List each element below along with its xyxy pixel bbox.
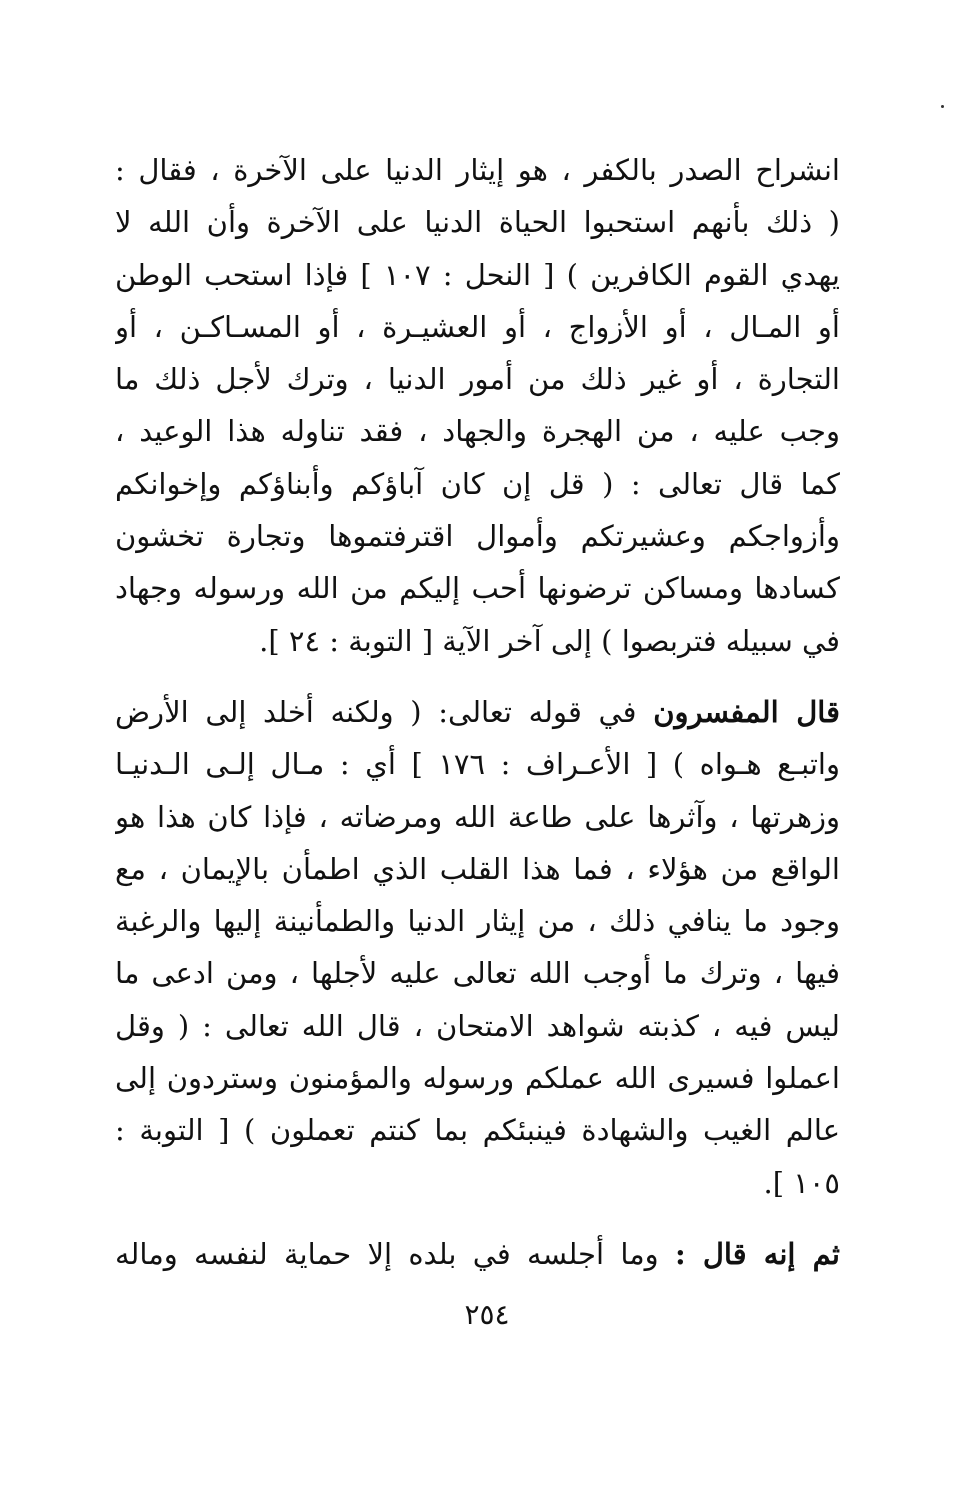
- text-line: عالم الغيب والشهادة فينبئكم بما كنتم تعملون ) [ التوبة :: [115, 1113, 840, 1148]
- text-line-rest: وما أجلسه في بلده إلا حماية لنفسه وماله: [115, 1237, 675, 1271]
- text-line: ( ذلك بأنهم استحبوا الحياة الدنيا على الآخرة وأن الله لا: [115, 205, 840, 240]
- text-line: ١٠٥ ].: [763, 1165, 840, 1200]
- text-line: وجود ما ينافي ذلك ، من إيثار الدنيا والطمأنينة إليها والرغبة: [115, 904, 840, 939]
- text-line: كما قال تعالى : ( قل إن كان آباؤكم وأبناؤكم وإخوانكم: [115, 466, 840, 501]
- paragraph-1: [115, 144, 840, 667]
- text-line: ليس فيه ، كذبته شواهد الامتحان ، قال الله تعالى : ( وقل: [115, 1008, 840, 1043]
- text-line: انشراح الصدر بالكفر ، هو إيثار الدنيا على الآخرة ، فقال :: [115, 153, 840, 187]
- text-line-rest: في قوله تعالى: ( ولكنه أخلد إلى الأرض: [115, 695, 654, 729]
- text-line: اعملوا فسيرى الله عملكم ورسوله والمؤمنون وستردون إلى: [115, 1061, 840, 1096]
- text-line: [115, 686, 840, 738]
- text-line: وزهرتها ، وآثرها على طاعة الله ومرضاته ، فإذا كان هذا هو: [115, 799, 840, 834]
- paragraph-3: [115, 1228, 840, 1280]
- paragraph-lead: قال المفسرون: [653, 695, 840, 729]
- text-line: واتبـع هـواه ) [ الأعـراف : ١٧٦ ] أي : مـال إلـى الـدنيـا: [115, 747, 840, 782]
- text-line: كسادها ومساكن ترضونها أحب إليكم من الله ورسوله وجهاد: [115, 571, 840, 606]
- text-line: يهدي القوم الكافرين ) [ النحل : ١٠٧ ] فإذا استحب الوطن: [115, 257, 840, 292]
- text-line: وأزواجكم وعشيرتكم وأموال اقترفتموها وتجارة تخشون: [115, 519, 840, 554]
- paragraph-lead: ثم إنه قال :: [674, 1237, 840, 1271]
- text-line: في سبيله فتربصوا ) إلى آخر الآية [ التوبة : ٢٤ ].: [259, 623, 840, 658]
- text-line: [115, 1228, 840, 1280]
- scan-speck: [941, 105, 944, 108]
- paragraph-2: [115, 686, 840, 1209]
- text-line: أو المـال ، أو الأزواج ، أو العشيـرة ، أو المسـاكـن ، أو: [115, 309, 840, 344]
- page-number: ٢٥٤: [464, 1298, 510, 1331]
- text-line: التجارة ، أو غير ذلك من أمور الدنيا ، وترك لأجل ذلك ما: [115, 362, 840, 397]
- text-line: فيها ، وترك ما أوجب الله تعالى عليه لأجلها ، ومن ادعى ما: [115, 956, 840, 991]
- text-line: الواقع من هؤلاء ، فما هذا القلب الذي اطمأن بالإيمان ، مع: [115, 851, 840, 886]
- text-line: وجب عليه ، من الهجرة والجهاد ، فقد تناوله هذا الوعيد ،: [115, 414, 840, 449]
